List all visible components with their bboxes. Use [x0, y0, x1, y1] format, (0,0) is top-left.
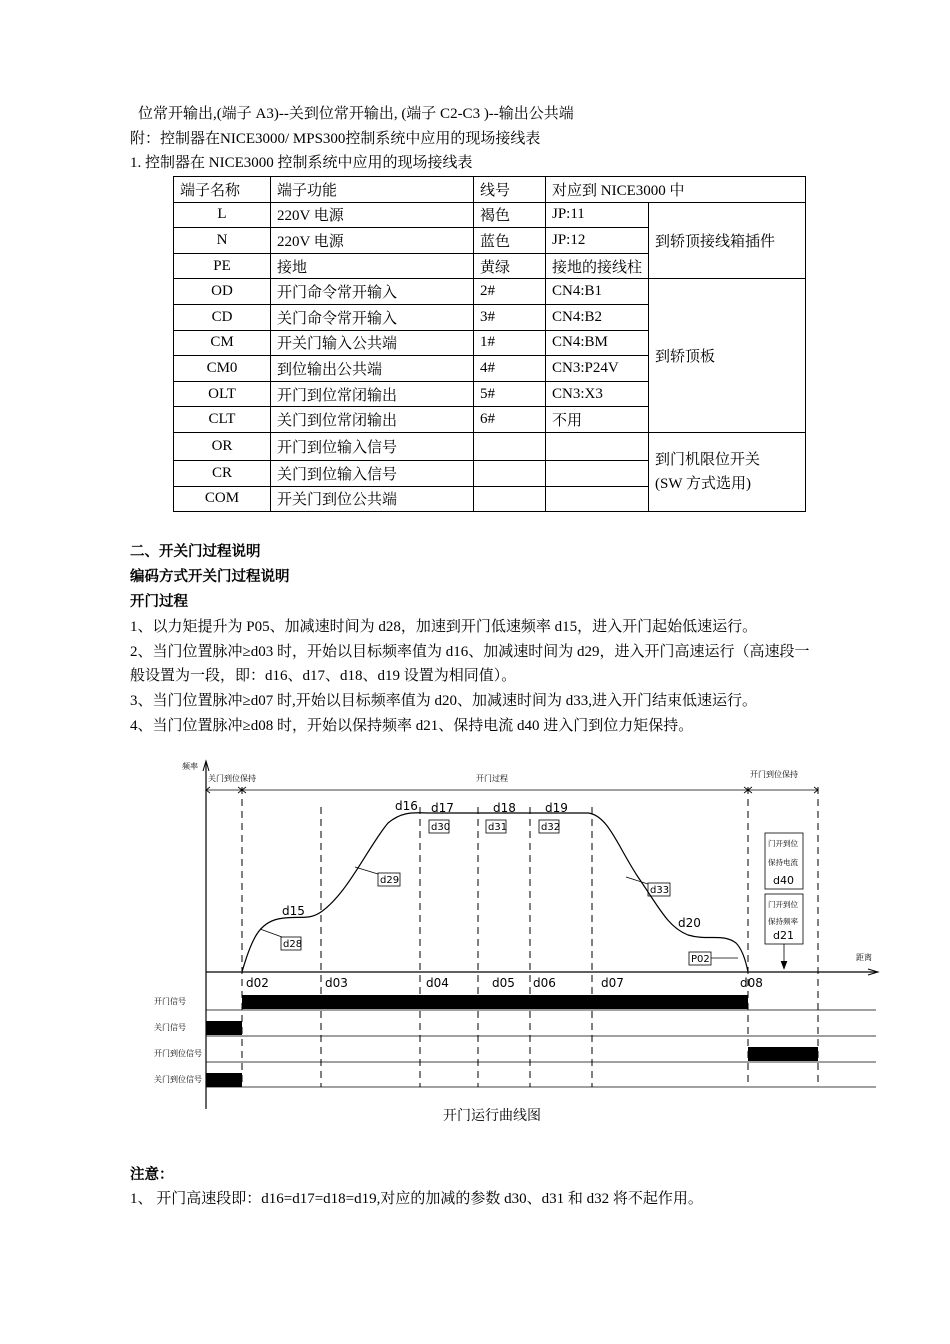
- hold-arrow: [781, 961, 787, 969]
- header-cell: 线号: [474, 177, 546, 203]
- terminal-function: 到位输出公共端: [271, 356, 474, 382]
- step-4: 4、当门位置脉冲≥d08 时，开始以保持频率 d21、保持电流 d40 进入门到位力矩保持。: [130, 718, 694, 734]
- freq-label-d17: d17: [431, 801, 454, 815]
- pos-label-d07: d07: [601, 976, 624, 990]
- wire-number: 5#: [474, 381, 546, 407]
- pos-label-d03: d03: [325, 976, 348, 990]
- freq-label-d15: d15: [282, 904, 305, 918]
- position-dividers: [242, 787, 818, 1087]
- section-title: 二、开关门过程说明: [130, 544, 261, 560]
- signal-label-open: 开门信号: [154, 997, 186, 1006]
- header-cell: 端子名称: [174, 177, 271, 203]
- terminal-name: PE: [174, 253, 271, 279]
- nice3000-mapping: CN4:B2: [546, 304, 649, 330]
- pos-label-d05: d05: [492, 976, 515, 990]
- appendix-line: 附：控制器在NICE3000/ MPS300控制系统中应用的现场接线表: [130, 131, 541, 147]
- pos-label-d02: d02: [246, 976, 269, 990]
- freq-label-d19: d19: [545, 801, 568, 815]
- terminal-name: OD: [174, 279, 271, 305]
- terminal-function: 关门到位常闭输出: [271, 407, 474, 433]
- terminal-function: 开关门到位公共端: [271, 486, 474, 512]
- hold-current-title: 门开到位: [768, 839, 798, 848]
- header-cell: 端子功能: [271, 177, 474, 203]
- wire-number: [474, 432, 546, 460]
- sub-title: 编码方式开关门过程说明: [130, 569, 290, 585]
- terminal-name: OLT: [174, 381, 271, 407]
- nice3000-mapping: JP:11: [546, 202, 649, 228]
- nice3000-mapping: [546, 486, 649, 512]
- open-process-title: 开门过程: [130, 594, 188, 610]
- terminal-function: 关门到位输入信号: [271, 460, 474, 486]
- step-2: 2、当门位置脉冲≥d03 时，开始以目标频率值为 d16、加减速时间为 d29，进入开门高速运行（高速段一: [130, 644, 810, 660]
- group-cell: [649, 432, 806, 511]
- nice3000-mapping: 不用: [546, 407, 649, 433]
- terminal-name: CM0: [174, 356, 271, 382]
- nice3000-mapping: 接地的接线柱: [546, 253, 649, 279]
- step-3: 3、当门位置脉冲≥d07 时,开始以目标频率值为 d20、加减速时间为 d33,进入开门结束低速运行。: [130, 693, 757, 709]
- freq-label-d16: d16: [395, 799, 418, 813]
- phase-label-mid: 开门过程: [476, 774, 508, 783]
- wire-number: 黄绿: [474, 253, 546, 279]
- phase-label-right: 开门到位保持: [750, 770, 798, 779]
- signal-label-close: 关门信号: [154, 1023, 186, 1032]
- signal-label-close-limit: 关门到位信号: [154, 1075, 202, 1084]
- door-open-curve-figure: [148, 757, 883, 1135]
- wiring-table: [173, 176, 806, 512]
- pos-label-d08: d08: [740, 976, 763, 990]
- step-1: 1、以力矩提升为 P05、加减速时间为 d28，加速到开门低速频率 d15，进入开门起始低速运行。: [130, 619, 758, 635]
- pos-label-d04: d04: [426, 976, 449, 990]
- accel-label-d33: d33: [650, 885, 670, 896]
- terminal-function: 开门到位常闭输出: [271, 381, 474, 407]
- note-title: 注意：: [130, 1167, 174, 1183]
- accel-label-p02: P02: [691, 954, 710, 965]
- terminal-function: 关门命令常开输入: [271, 304, 474, 330]
- wire-number: 2#: [474, 279, 546, 305]
- speed-curve: [242, 813, 748, 972]
- nice3000-mapping: [546, 432, 649, 460]
- y-axis-label: 频率: [182, 762, 198, 771]
- note-1: 1、 开门高速段即：d16=d17=d18=d19,对应的加减的参数 d30、d31 和 d32 将不起作用。: [130, 1191, 703, 1207]
- wire-number: 蓝色: [474, 228, 546, 254]
- signal-bar-open-limit: [748, 1047, 818, 1061]
- accel-label-d28: d28: [283, 939, 303, 950]
- accel-labels: [260, 820, 738, 965]
- nice3000-mapping: CN3:X3: [546, 381, 649, 407]
- terminal-name: CD: [174, 304, 271, 330]
- terminal-name: CR: [174, 460, 271, 486]
- table-row: [174, 279, 806, 305]
- terminal-function: 开门到位输入信号: [271, 432, 474, 460]
- hold-freq-title: 门开到位: [768, 900, 798, 909]
- terminal-name: L: [174, 202, 271, 228]
- nice3000-mapping: CN3:P24V: [546, 356, 649, 382]
- table-row: [174, 432, 806, 460]
- wire-number: [474, 460, 546, 486]
- terminal-function: 开门命令常开输入: [271, 279, 474, 305]
- wire-number: 6#: [474, 407, 546, 433]
- step-2-cont: 般设置为一段，即：d16、d17、d18、d19 设置为相同值）。: [130, 668, 517, 684]
- wire-number: [474, 486, 546, 512]
- group-cell: 到轿顶板: [649, 279, 806, 433]
- table-header-row: [174, 177, 806, 203]
- table-caption: 1. 控制器在 NICE3000 控制系统中应用的现场接线表: [130, 155, 473, 171]
- accel-label-d32: d32: [541, 822, 561, 833]
- intro-line: 位常开输出,(端子 A3)--关到位常开输出, (端子 C2-C3 )--输出公共端: [138, 106, 574, 122]
- position-labels: [246, 976, 763, 990]
- x-axis-label: 距离: [856, 953, 872, 962]
- accel-label-d31: d31: [488, 822, 508, 833]
- nice3000-mapping: CN4:BM: [546, 330, 649, 356]
- pos-label-d06: d06: [533, 976, 556, 990]
- phase-label-left: 关门到位保持: [208, 774, 256, 783]
- signal-bar-close: [206, 1021, 242, 1035]
- accel-label-d29: d29: [380, 875, 400, 886]
- terminal-name: CLT: [174, 407, 271, 433]
- signal-bar-close-limit: [206, 1073, 242, 1087]
- terminal-function: 220V 电源: [271, 228, 474, 254]
- hold-current-param: d40: [773, 874, 794, 887]
- terminal-name: COM: [174, 486, 271, 512]
- wire-number: 1#: [474, 330, 546, 356]
- nice3000-mapping: JP:12: [546, 228, 649, 254]
- table-row: [174, 202, 806, 228]
- group-cell: 到轿顶接线箱插件: [649, 202, 806, 279]
- terminal-name: CM: [174, 330, 271, 356]
- freq-label-d20: d20: [678, 916, 701, 930]
- group-label: 到门机限位开关: [655, 452, 761, 469]
- figure-caption: 开门运行曲线图: [443, 1108, 541, 1124]
- group-label: (SW 方式选用): [655, 476, 751, 493]
- signal-label-open-limit: 开门到位信号: [154, 1049, 202, 1058]
- header-cell: 对应到 NICE3000 中: [546, 177, 806, 203]
- accel-label-d30: d30: [431, 822, 451, 833]
- hold-current-label: 保持电流: [768, 858, 798, 867]
- hold-freq-param: d21: [773, 929, 794, 942]
- terminal-name: OR: [174, 432, 271, 460]
- nice3000-mapping: CN4:B1: [546, 279, 649, 305]
- terminal-function: 开关门输入公共端: [271, 330, 474, 356]
- terminal-function: 220V 电源: [271, 202, 474, 228]
- wire-number: 3#: [474, 304, 546, 330]
- freq-label-d18: d18: [493, 801, 516, 815]
- nice3000-mapping: [546, 460, 649, 486]
- wire-number: 4#: [474, 356, 546, 382]
- terminal-function: 接地: [271, 253, 474, 279]
- signal-labels: [154, 996, 202, 1084]
- signal-bar-open: [242, 995, 748, 1009]
- hold-freq-label: 保持频率: [768, 917, 798, 926]
- wire-number: 褐色: [474, 202, 546, 228]
- terminal-name: N: [174, 228, 271, 254]
